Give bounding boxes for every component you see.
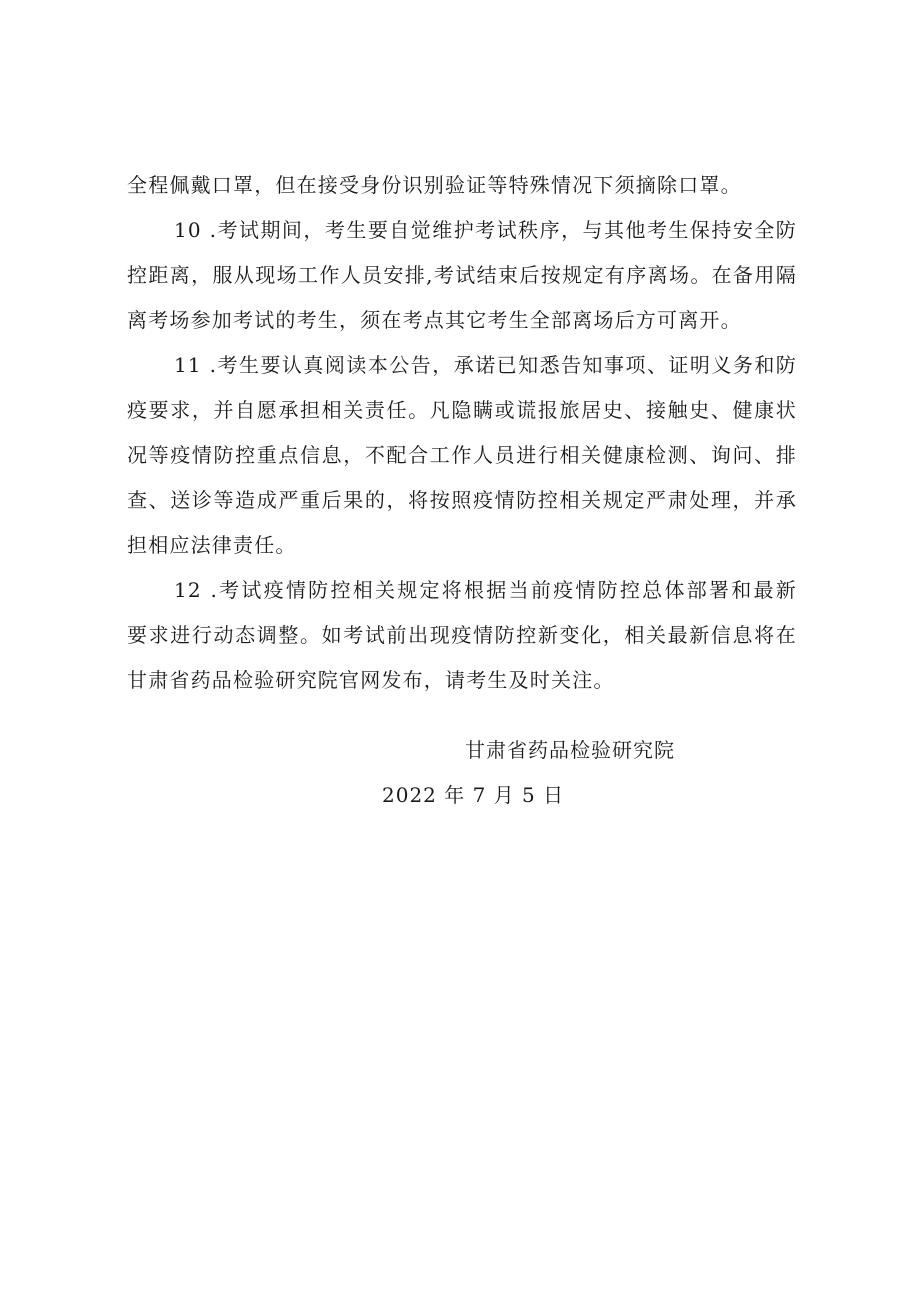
paragraph-10-line-2: 控距离，服从现场工作人员安排,考试结束后按规定有序离场。在备用隔: [127, 263, 797, 287]
signature-date: 2022 年 7 月 5 日: [382, 783, 565, 807]
paragraph-11-line-1: 11 .考生要认真阅读本公告，承诺已知悉告知事项、证明义务和防: [174, 353, 797, 377]
paragraph-10-line-1: 10 .考试期间，考生要自觉维护考试秩序，与其他考生保持安全防: [174, 218, 797, 242]
paragraph-11-line-4: 查、送诊等造成严重后果的，将按照疫情防控相关规定严肃处理，并承: [127, 488, 797, 512]
paragraph-11-line-3: 况等疫情防控重点信息，不配合工作人员进行相关健康检测、询问、排: [127, 443, 797, 467]
paragraph-11-line-5: 担相应法律责任。: [127, 533, 297, 557]
paragraph-11-line-2: 疫要求，并自愿承担相关责任。凡隐瞒或谎报旅居史、接触史、健康状: [127, 398, 797, 422]
paragraph-10-line-3: 离考场参加考试的考生，须在考点其它考生全部离场后方可离开。: [127, 308, 742, 332]
signature-organization: 甘肃省药品检验研究院: [465, 738, 675, 762]
paragraph-9-line-2: 全程佩戴口罩，但在接受身份识别验证等特殊情况下须摘除口罩。: [127, 173, 742, 197]
paragraph-12-line-2: 要求进行动态调整。如考试前出现疫情防控新变化，相关最新信息将在: [127, 623, 797, 647]
paragraph-12-line-3: 甘肃省药品检验研究院官网发布，请考生及时关注。: [127, 668, 615, 692]
paragraph-12-line-1: 12 .考试疫情防控相关规定将根据当前疫情防控总体部署和最新: [174, 578, 797, 602]
